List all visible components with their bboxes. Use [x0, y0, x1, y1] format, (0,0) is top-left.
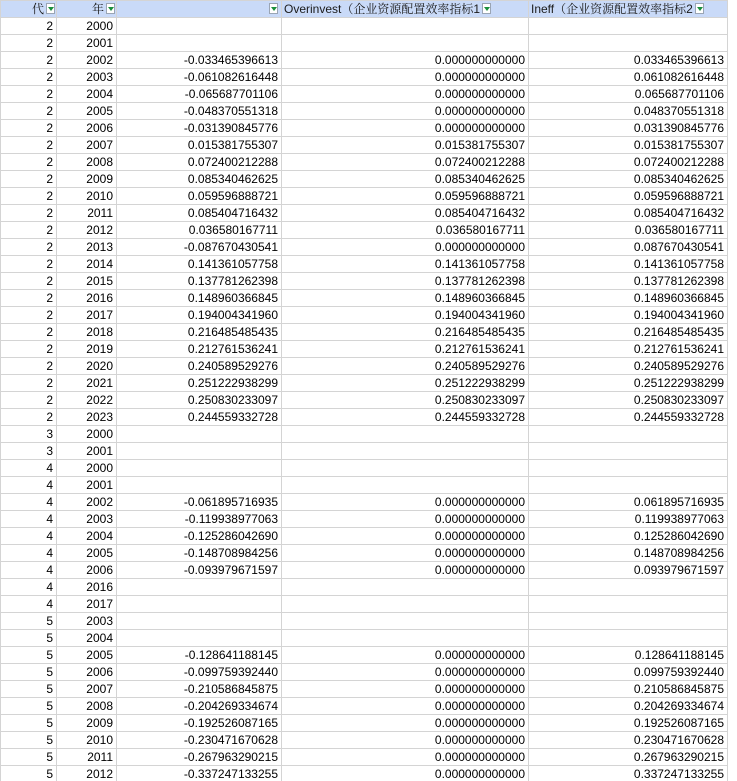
cell-value[interactable]: -0.061082616448: [117, 69, 282, 86]
cell-ineff[interactable]: [529, 596, 728, 613]
cell-year[interactable]: 2000: [57, 18, 117, 35]
cell-year[interactable]: 2003: [57, 613, 117, 630]
cell-year[interactable]: 2010: [57, 732, 117, 749]
cell-value[interactable]: -0.061895716935: [117, 494, 282, 511]
cell-ineff[interactable]: [529, 477, 728, 494]
cell-code[interactable]: 4: [1, 545, 57, 562]
cell-value[interactable]: -0.210586845875: [117, 681, 282, 698]
cell-overinvest[interactable]: 0.015381755307: [282, 137, 529, 154]
cell-code[interactable]: 4: [1, 579, 57, 596]
table-row: [1, 443, 728, 460]
cell-code[interactable]: 2: [1, 188, 57, 205]
table-row: [1, 222, 728, 239]
table-row: [1, 120, 728, 137]
cell-overinvest[interactable]: 0.000000000000: [282, 528, 529, 545]
cell-ineff[interactable]: 0.210586845875: [529, 681, 728, 698]
cell-code[interactable]: 3: [1, 443, 57, 460]
header-year-label: 年: [91, 2, 104, 16]
table-row: [1, 188, 728, 205]
cell-ineff[interactable]: 0.031390845776: [529, 120, 728, 137]
cell-value[interactable]: 0.212761536241: [117, 341, 282, 358]
cell-year[interactable]: 2000: [57, 426, 117, 443]
cell-year[interactable]: 2020: [57, 358, 117, 375]
table-row: [1, 35, 728, 52]
cell-year[interactable]: 2013: [57, 239, 117, 256]
cell-overinvest[interactable]: 0.000000000000: [282, 715, 529, 732]
cell-overinvest[interactable]: 0.000000000000: [282, 562, 529, 579]
cell-code[interactable]: 2: [1, 358, 57, 375]
header-year: [57, 1, 117, 18]
cell-year[interactable]: 2006: [57, 664, 117, 681]
cell-ineff[interactable]: 0.250830233097: [529, 392, 728, 409]
cell-overinvest[interactable]: 0.000000000000: [282, 103, 529, 120]
cell-year[interactable]: 2004: [57, 630, 117, 647]
cell-ineff[interactable]: 0.033465396613: [529, 52, 728, 69]
cell-value[interactable]: [117, 630, 282, 647]
table-row: [1, 511, 728, 528]
cell-code[interactable]: 2: [1, 341, 57, 358]
cell-ineff[interactable]: 0.128641188145: [529, 647, 728, 664]
table-row: [1, 239, 728, 256]
table-row: [1, 698, 728, 715]
cell-ineff[interactable]: [529, 35, 728, 52]
table-row: [1, 596, 728, 613]
cell-value[interactable]: 0.137781262398: [117, 273, 282, 290]
cell-ineff[interactable]: 0.085404716432: [529, 205, 728, 222]
cell-value[interactable]: -0.087670430541: [117, 239, 282, 256]
cell-overinvest[interactable]: 0.148960366845: [282, 290, 529, 307]
table-row: [1, 256, 728, 273]
cell-ineff[interactable]: 0.337247133255: [529, 766, 728, 781]
table-row: [1, 358, 728, 375]
header-overinvest-label: Overinvest（企业资源配置效率指标1: [284, 2, 481, 16]
table-row: [1, 477, 728, 494]
table-row: [1, 681, 728, 698]
cell-value[interactable]: -0.099759392440: [117, 664, 282, 681]
header-overinvest: [282, 1, 529, 18]
cell-code[interactable]: 4: [1, 477, 57, 494]
cell-ineff[interactable]: [529, 630, 728, 647]
header-ineff: [529, 1, 728, 18]
cell-year[interactable]: 2008: [57, 698, 117, 715]
cell-ineff[interactable]: [529, 613, 728, 630]
cell-ineff[interactable]: [529, 443, 728, 460]
cell-ineff[interactable]: 0.048370551318: [529, 103, 728, 120]
table-row: [1, 715, 728, 732]
table-row: [1, 749, 728, 766]
table-row: [1, 103, 728, 120]
cell-code[interactable]: 2: [1, 222, 57, 239]
filter-dropdown-icon[interactable]: [106, 3, 115, 14]
cell-ineff[interactable]: 0.204269334674: [529, 698, 728, 715]
cell-value[interactable]: -0.033465396613: [117, 52, 282, 69]
cell-ineff[interactable]: 0.072400212288: [529, 154, 728, 171]
cell-overinvest[interactable]: 0.251222938299: [282, 375, 529, 392]
table-row: [1, 528, 728, 545]
cell-ineff[interactable]: 0.061895716935: [529, 494, 728, 511]
cell-value[interactable]: -0.048370551318: [117, 103, 282, 120]
cell-code[interactable]: 5: [1, 749, 57, 766]
header-row: [1, 1, 728, 18]
cell-value[interactable]: 0.216485485435: [117, 324, 282, 341]
cell-code[interactable]: 4: [1, 494, 57, 511]
cell-year[interactable]: 2005: [57, 103, 117, 120]
table-row: [1, 426, 728, 443]
cell-overinvest[interactable]: 0.240589529276: [282, 358, 529, 375]
cell-ineff[interactable]: 0.119938977063: [529, 511, 728, 528]
header-col3: [117, 1, 282, 18]
cell-value[interactable]: [117, 477, 282, 494]
cell-code[interactable]: 5: [1, 766, 57, 781]
cell-ineff[interactable]: 0.148708984256: [529, 545, 728, 562]
cell-ineff[interactable]: 0.212761536241: [529, 341, 728, 358]
cell-overinvest[interactable]: 0.000000000000: [282, 511, 529, 528]
cell-code[interactable]: 2: [1, 35, 57, 52]
cell-year[interactable]: 2007: [57, 681, 117, 698]
cell-value[interactable]: [117, 426, 282, 443]
cell-ineff[interactable]: 0.087670430541: [529, 239, 728, 256]
cell-value[interactable]: -0.267963290215: [117, 749, 282, 766]
table-row: [1, 52, 728, 69]
cell-year[interactable]: 2023: [57, 409, 117, 426]
cell-code[interactable]: 2: [1, 392, 57, 409]
table-row: [1, 171, 728, 188]
filter-dropdown-icon[interactable]: [695, 3, 704, 14]
cell-ineff[interactable]: 0.137781262398: [529, 273, 728, 290]
cell-code[interactable]: 2: [1, 69, 57, 86]
cell-value[interactable]: 0.015381755307: [117, 137, 282, 154]
cell-ineff[interactable]: 0.015381755307: [529, 137, 728, 154]
cell-overinvest[interactable]: 0.000000000000: [282, 52, 529, 69]
cell-year[interactable]: 2008: [57, 154, 117, 171]
cell-year[interactable]: 2015: [57, 273, 117, 290]
cell-year[interactable]: 2004: [57, 86, 117, 103]
cell-ineff[interactable]: 0.194004341960: [529, 307, 728, 324]
cell-code[interactable]: 4: [1, 528, 57, 545]
cell-year[interactable]: 2004: [57, 528, 117, 545]
table-row: [1, 324, 728, 341]
cell-value[interactable]: [117, 35, 282, 52]
cell-overinvest[interactable]: 0.072400212288: [282, 154, 529, 171]
header-code-label: 代: [31, 2, 44, 16]
cell-year[interactable]: 2014: [57, 256, 117, 273]
cell-year[interactable]: 2016: [57, 290, 117, 307]
cell-value[interactable]: 0.085404716432: [117, 205, 282, 222]
filter-dropdown-icon[interactable]: [46, 3, 55, 14]
cell-overinvest[interactable]: [282, 443, 529, 460]
header-ineff-label: Ineff（企业资源配置效率指标2: [531, 2, 693, 16]
cell-ineff[interactable]: 0.059596888721: [529, 188, 728, 205]
cell-ineff[interactable]: 0.192526087165: [529, 715, 728, 732]
cell-ineff[interactable]: 0.240589529276: [529, 358, 728, 375]
cell-code[interactable]: 2: [1, 86, 57, 103]
cell-year[interactable]: 2001: [57, 443, 117, 460]
table-row: [1, 154, 728, 171]
table-row: [1, 732, 728, 749]
cell-overinvest[interactable]: 0.085404716432: [282, 205, 529, 222]
cell-year[interactable]: 2006: [57, 562, 117, 579]
cell-code[interactable]: 2: [1, 256, 57, 273]
cell-value[interactable]: 0.250830233097: [117, 392, 282, 409]
cell-overinvest[interactable]: [282, 596, 529, 613]
cell-ineff[interactable]: 0.267963290215: [529, 749, 728, 766]
cell-code[interactable]: 2: [1, 273, 57, 290]
cell-overinvest[interactable]: 0.212761536241: [282, 341, 529, 358]
table-row: [1, 137, 728, 154]
cell-overinvest[interactable]: 0.000000000000: [282, 239, 529, 256]
cell-year[interactable]: 2007: [57, 137, 117, 154]
table-row: [1, 460, 728, 477]
cell-ineff[interactable]: 0.085340462625: [529, 171, 728, 188]
cell-ineff[interactable]: [529, 460, 728, 477]
cell-code[interactable]: 2: [1, 103, 57, 120]
table-row: [1, 205, 728, 222]
cell-year[interactable]: 2002: [57, 494, 117, 511]
table-row: [1, 392, 728, 409]
cell-ineff[interactable]: [529, 579, 728, 596]
cell-code[interactable]: 2: [1, 137, 57, 154]
filter-dropdown-icon[interactable]: [482, 3, 491, 14]
cell-overinvest[interactable]: 0.250830233097: [282, 392, 529, 409]
cell-year[interactable]: 2019: [57, 341, 117, 358]
cell-code[interactable]: 2: [1, 239, 57, 256]
cell-code[interactable]: 4: [1, 460, 57, 477]
cell-value[interactable]: 0.036580167711: [117, 222, 282, 239]
table-row: [1, 69, 728, 86]
cell-overinvest[interactable]: 0.000000000000: [282, 681, 529, 698]
cell-ineff[interactable]: 0.230471670628: [529, 732, 728, 749]
cell-year[interactable]: 2009: [57, 715, 117, 732]
cell-ineff[interactable]: 0.093979671597: [529, 562, 728, 579]
cell-overinvest[interactable]: 0.000000000000: [282, 69, 529, 86]
cell-overinvest[interactable]: 0.000000000000: [282, 749, 529, 766]
table-row: [1, 494, 728, 511]
cell-year[interactable]: 2018: [57, 324, 117, 341]
cell-value[interactable]: 0.072400212288: [117, 154, 282, 171]
cell-overinvest[interactable]: 0.137781262398: [282, 273, 529, 290]
cell-value[interactable]: 0.251222938299: [117, 375, 282, 392]
cell-code[interactable]: 5: [1, 647, 57, 664]
cell-overinvest[interactable]: [282, 477, 529, 494]
cell-overinvest[interactable]: [282, 35, 529, 52]
cell-overinvest[interactable]: 0.000000000000: [282, 86, 529, 103]
cell-overinvest[interactable]: [282, 613, 529, 630]
cell-code[interactable]: 2: [1, 307, 57, 324]
cell-value[interactable]: 0.141361057758: [117, 256, 282, 273]
cell-ineff[interactable]: 0.061082616448: [529, 69, 728, 86]
cell-value[interactable]: 0.085340462625: [117, 171, 282, 188]
cell-code[interactable]: 5: [1, 613, 57, 630]
cell-overinvest[interactable]: 0.000000000000: [282, 766, 529, 781]
cell-ineff[interactable]: 0.141361057758: [529, 256, 728, 273]
cell-ineff[interactable]: 0.099759392440: [529, 664, 728, 681]
cell-code[interactable]: 4: [1, 511, 57, 528]
table-row: [1, 375, 728, 392]
table-row: [1, 766, 728, 781]
cell-year[interactable]: 2017: [57, 596, 117, 613]
cell-overinvest[interactable]: 0.216485485435: [282, 324, 529, 341]
cell-value[interactable]: 0.194004341960: [117, 307, 282, 324]
cell-overinvest[interactable]: 0.141361057758: [282, 256, 529, 273]
cell-year[interactable]: 2016: [57, 579, 117, 596]
cell-year[interactable]: 2021: [57, 375, 117, 392]
cell-value[interactable]: -0.337247133255: [117, 766, 282, 781]
table-row: [1, 409, 728, 426]
cell-overinvest[interactable]: 0.000000000000: [282, 698, 529, 715]
cell-code[interactable]: 4: [1, 562, 57, 579]
cell-year[interactable]: 2009: [57, 171, 117, 188]
table-row: [1, 341, 728, 358]
cell-ineff[interactable]: [529, 18, 728, 35]
cell-overinvest[interactable]: [282, 460, 529, 477]
cell-year[interactable]: 2002: [57, 52, 117, 69]
cell-year[interactable]: 2001: [57, 35, 117, 52]
cell-ineff[interactable]: 0.251222938299: [529, 375, 728, 392]
cell-value[interactable]: [117, 18, 282, 35]
header-code: [1, 1, 57, 18]
table-row: [1, 613, 728, 630]
cell-value[interactable]: -0.148708984256: [117, 545, 282, 562]
cell-code[interactable]: 2: [1, 120, 57, 137]
cell-code[interactable]: 4: [1, 596, 57, 613]
cell-value[interactable]: 0.059596888721: [117, 188, 282, 205]
cell-overinvest[interactable]: 0.000000000000: [282, 732, 529, 749]
cell-code[interactable]: 2: [1, 205, 57, 222]
cell-code[interactable]: 2: [1, 409, 57, 426]
cell-value[interactable]: -0.119938977063: [117, 511, 282, 528]
cell-value[interactable]: -0.031390845776: [117, 120, 282, 137]
cell-code[interactable]: 2: [1, 154, 57, 171]
cell-value[interactable]: -0.125286042690: [117, 528, 282, 545]
cell-value[interactable]: -0.128641188145: [117, 647, 282, 664]
cell-code[interactable]: 2: [1, 324, 57, 341]
table-row: [1, 545, 728, 562]
cell-ineff[interactable]: 0.148960366845: [529, 290, 728, 307]
table-row: [1, 86, 728, 103]
cell-year[interactable]: 2006: [57, 120, 117, 137]
table-row: [1, 18, 728, 35]
cell-year[interactable]: 2011: [57, 749, 117, 766]
cell-year[interactable]: 2012: [57, 222, 117, 239]
cell-value[interactable]: 0.244559332728: [117, 409, 282, 426]
filter-dropdown-icon[interactable]: [269, 3, 278, 14]
cell-ineff[interactable]: [529, 426, 728, 443]
table-row: [1, 647, 728, 664]
table-row: [1, 664, 728, 681]
cell-code[interactable]: 5: [1, 698, 57, 715]
cell-year[interactable]: 2022: [57, 392, 117, 409]
cell-value[interactable]: [117, 443, 282, 460]
cell-value[interactable]: -0.204269334674: [117, 698, 282, 715]
cell-value[interactable]: [117, 579, 282, 596]
cell-overinvest[interactable]: 0.000000000000: [282, 494, 529, 511]
table-row: [1, 579, 728, 596]
cell-ineff[interactable]: 0.125286042690: [529, 528, 728, 545]
cell-code[interactable]: 2: [1, 18, 57, 35]
cell-overinvest[interactable]: 0.000000000000: [282, 664, 529, 681]
cell-value[interactable]: 0.240589529276: [117, 358, 282, 375]
cell-code[interactable]: 5: [1, 630, 57, 647]
cell-value[interactable]: -0.192526087165: [117, 715, 282, 732]
cell-overinvest[interactable]: 0.000000000000: [282, 545, 529, 562]
cell-code[interactable]: 2: [1, 52, 57, 69]
cell-overinvest[interactable]: 0.244559332728: [282, 409, 529, 426]
cell-year[interactable]: 2005: [57, 647, 117, 664]
table-row: [1, 273, 728, 290]
cell-year[interactable]: 2003: [57, 69, 117, 86]
cell-value[interactable]: 0.148960366845: [117, 290, 282, 307]
cell-year[interactable]: 2012: [57, 766, 117, 781]
table-body: [1, 18, 728, 781]
cell-year[interactable]: 2017: [57, 307, 117, 324]
cell-year[interactable]: 2001: [57, 477, 117, 494]
cell-overinvest[interactable]: 0.085340462625: [282, 171, 529, 188]
cell-overinvest[interactable]: [282, 18, 529, 35]
cell-value[interactable]: -0.230471670628: [117, 732, 282, 749]
cell-code[interactable]: 3: [1, 426, 57, 443]
cell-year[interactable]: 2010: [57, 188, 117, 205]
cell-year[interactable]: 2005: [57, 545, 117, 562]
cell-value[interactable]: -0.065687701106: [117, 86, 282, 103]
cell-code[interactable]: 2: [1, 375, 57, 392]
table-row: [1, 562, 728, 579]
cell-ineff[interactable]: 0.244559332728: [529, 409, 728, 426]
cell-ineff[interactable]: 0.065687701106: [529, 86, 728, 103]
cell-value[interactable]: [117, 596, 282, 613]
cell-code[interactable]: 2: [1, 171, 57, 188]
cell-overinvest[interactable]: 0.036580167711: [282, 222, 529, 239]
cell-code[interactable]: 2: [1, 290, 57, 307]
cell-overinvest[interactable]: [282, 579, 529, 596]
cell-value[interactable]: -0.093979671597: [117, 562, 282, 579]
cell-year[interactable]: 2000: [57, 460, 117, 477]
cell-code[interactable]: 5: [1, 681, 57, 698]
cell-overinvest[interactable]: 0.059596888721: [282, 188, 529, 205]
cell-code[interactable]: 5: [1, 715, 57, 732]
table-row: [1, 630, 728, 647]
cell-overinvest[interactable]: 0.000000000000: [282, 120, 529, 137]
cell-year[interactable]: 2011: [57, 205, 117, 222]
cell-value[interactable]: [117, 460, 282, 477]
cell-overinvest[interactable]: [282, 426, 529, 443]
cell-overinvest[interactable]: 0.194004341960: [282, 307, 529, 324]
cell-overinvest[interactable]: 0.000000000000: [282, 647, 529, 664]
cell-ineff[interactable]: 0.216485485435: [529, 324, 728, 341]
cell-value[interactable]: [117, 613, 282, 630]
cell-overinvest[interactable]: [282, 630, 529, 647]
cell-year[interactable]: 2003: [57, 511, 117, 528]
cell-ineff[interactable]: 0.036580167711: [529, 222, 728, 239]
cell-code[interactable]: 5: [1, 732, 57, 749]
table-row: [1, 290, 728, 307]
cell-code[interactable]: 5: [1, 664, 57, 681]
table-row: [1, 307, 728, 324]
